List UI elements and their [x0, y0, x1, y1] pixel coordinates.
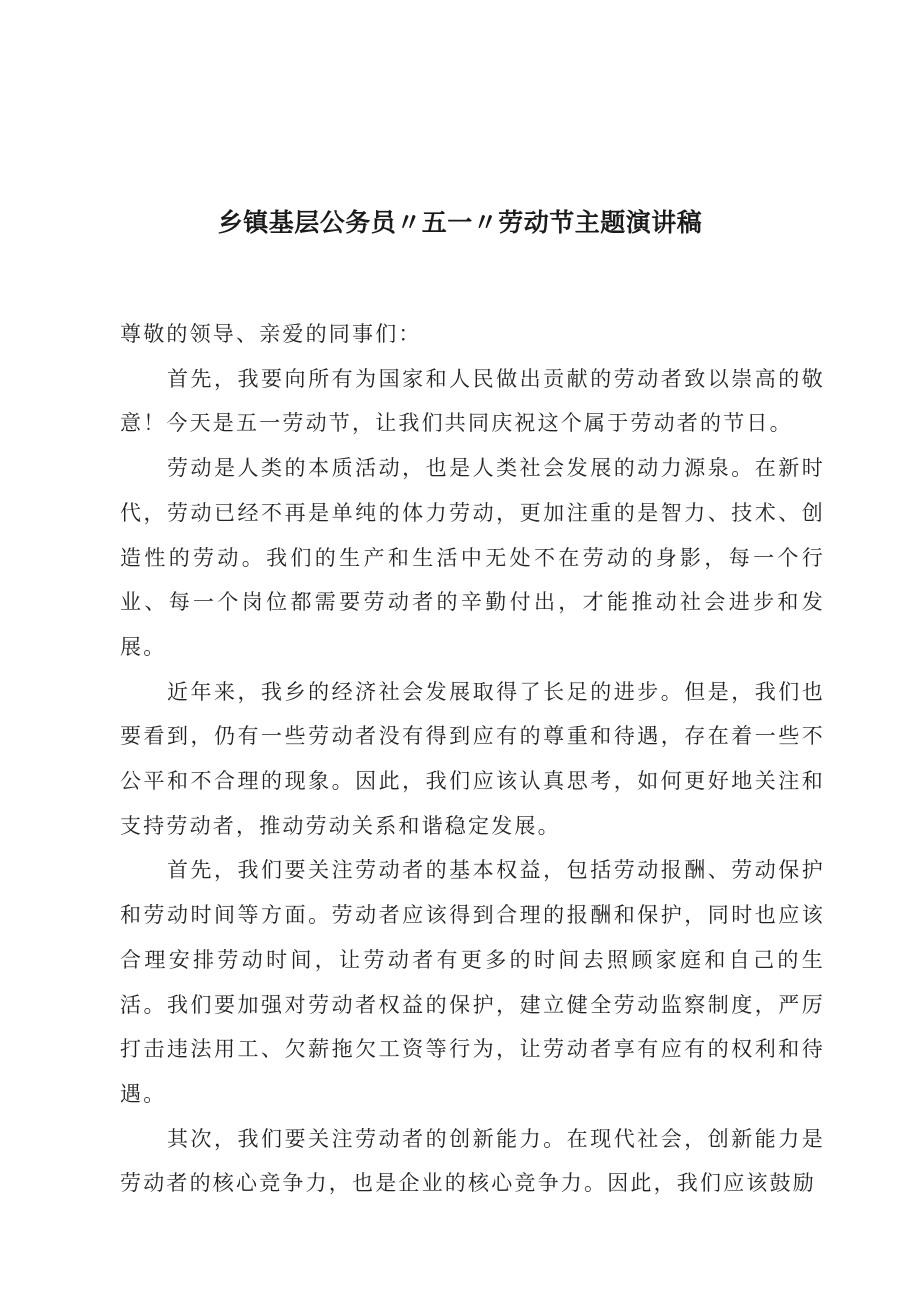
document-title: 乡镇基层公务员〃五一〃劳动节主题演讲稿 — [217, 208, 703, 237]
salutation: 尊敬的领导、亲爱的同事们： — [120, 322, 422, 346]
document-body — [120, 312, 825, 1206]
paragraph-2: 劳动是人类的本质活动，也是人类社会发展的动力源泉。在新时代，劳动已经不再是单纯的体力劳动，更加注重的是智力、技术、创造性的劳动。我们的生产和生活中无处不在劳动的身影，每一个行业、每一个岗位都需要劳动者的辛勤付出，才能推动社会进步和发展。 — [120, 456, 825, 659]
paragraph-3: 近年来，我乡的经济社会发展取得了长足的进步。但是，我们也要看到，仍有一些劳动者没有得到应有的尊重和待遇，存在着一些不公平和不合理的现象。因此，我们应该认真思考，如何更好地关注和支持劳动者，推动劳动关系和谐稳定发展。 — [120, 679, 825, 838]
paragraph-5: 其次，我们要关注劳动者的创新能力。在现代社会，创新能力是劳动者的核心竞争力，也是企业的核心竞争力。因此，我们应该鼓励 — [120, 1126, 825, 1196]
paragraph-4: 首先，我们要关注劳动者的基本权益，包括劳动报酬、劳动保护和劳动时间等方面。劳动者应该得到合理的报酬和保护，同时也应该合理安排劳动时间，让劳动者有更多的时间去照顾家庭和自己的生活。我们要加强对劳动者权益的保护，建立健全劳动监察制度，严厉打击违法用工、欠薪拖欠工资等行为，让劳动者享有应有的权利和待遇。 — [120, 858, 825, 1106]
paragraph-1: 首先，我要向所有为国家和人民做出贡献的劳动者致以崇高的敬意！今天是五一劳动节，让我们共同庆祝这个属于劳动者的节日。 — [120, 366, 825, 436]
